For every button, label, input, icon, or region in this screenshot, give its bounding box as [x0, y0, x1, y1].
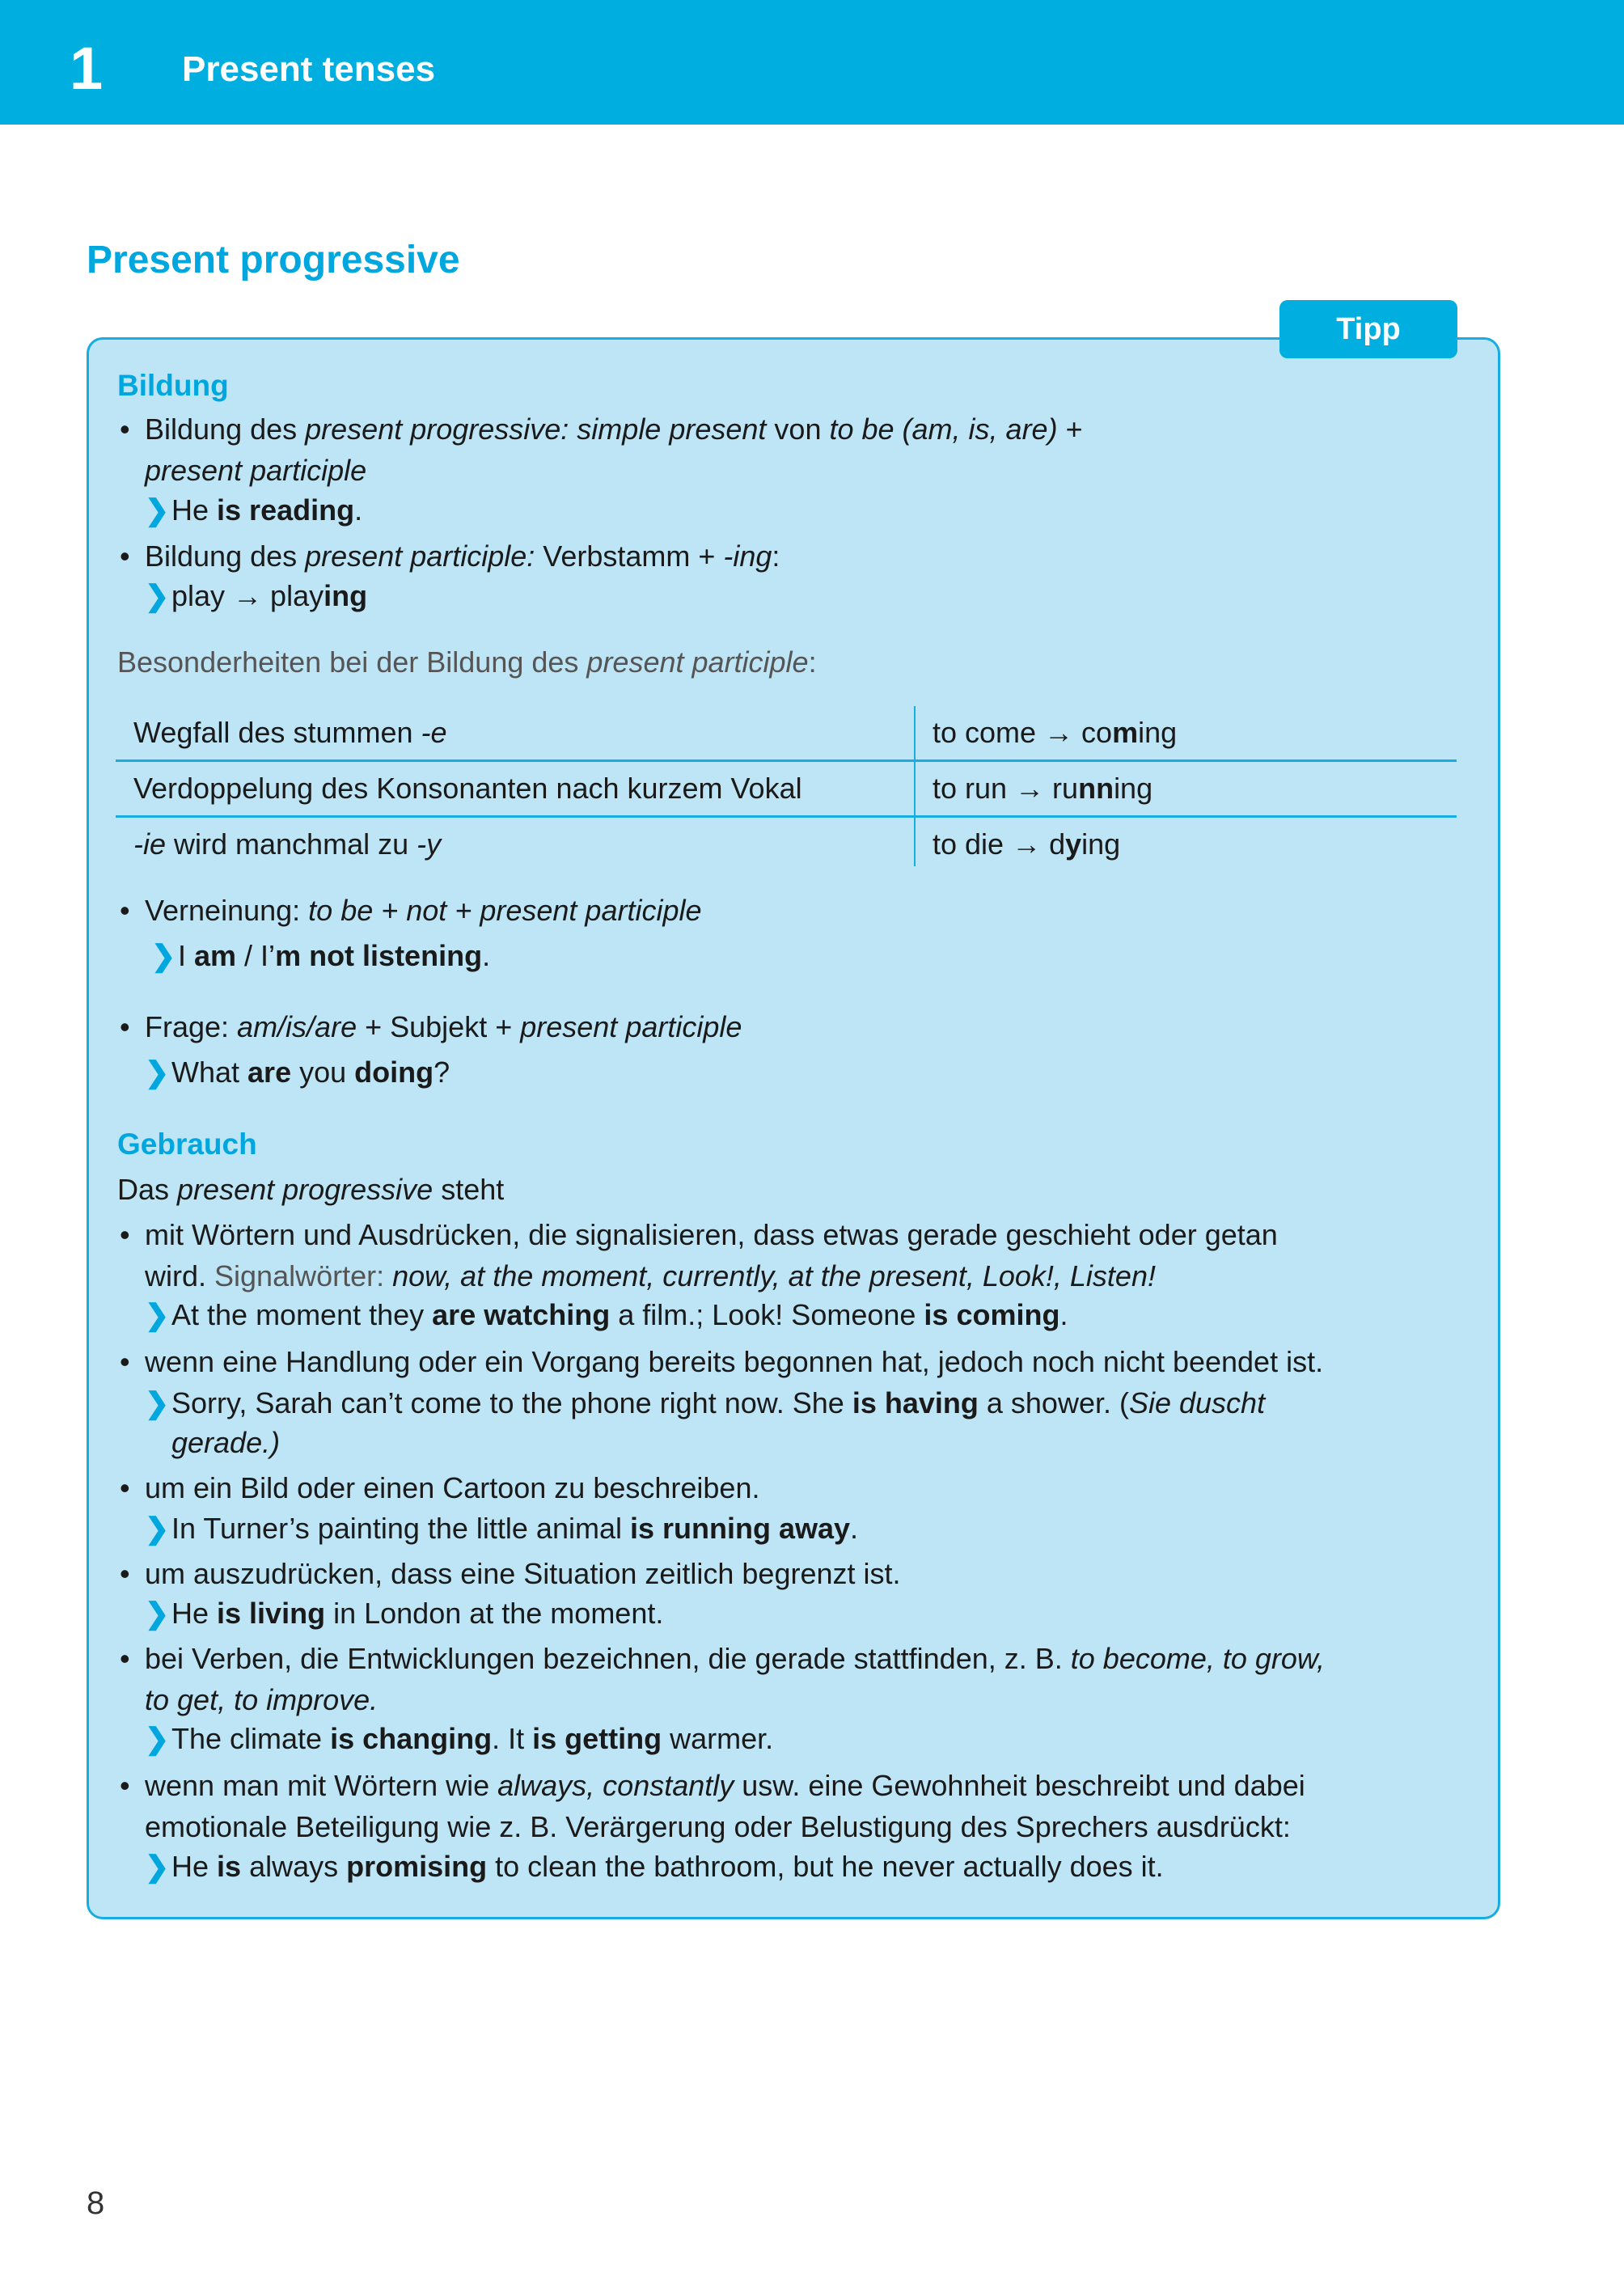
- example-line: [145, 1593, 664, 1634]
- text-segment: you: [291, 1056, 355, 1089]
- text-segment: Bildung: [117, 369, 229, 402]
- text-segment: Gebrauch: [117, 1127, 257, 1161]
- text-segment: wird manchmal zu: [166, 827, 417, 861]
- text-segment: is getting: [532, 1722, 662, 1755]
- example-line: [145, 1719, 774, 1759]
- bullet-icon: •: [120, 1218, 130, 1251]
- text-segment: -y: [417, 827, 442, 861]
- text-segment: steht: [433, 1173, 505, 1206]
- bullet-icon: •: [120, 1345, 130, 1378]
- text-segment: Frage:: [145, 1010, 238, 1043]
- text-segment: :: [808, 645, 817, 679]
- example-line: [171, 1423, 280, 1463]
- example-line: [145, 1508, 859, 1549]
- example-line: [151, 936, 491, 976]
- text-segment: is coming: [924, 1298, 1060, 1331]
- text-segment: am/is/are: [237, 1010, 357, 1043]
- text-segment: .: [850, 1512, 859, 1545]
- text-segment: doing: [354, 1056, 434, 1089]
- text-segment: m not listening: [275, 939, 483, 972]
- text-segment: -ie: [133, 827, 167, 861]
- rule-cell: [133, 713, 447, 753]
- example-chevron-icon: ❯: [145, 579, 170, 612]
- text-segment: I: [178, 939, 195, 972]
- table-row: [116, 706, 1457, 762]
- bullet-item: [120, 409, 1083, 450]
- text-segment: He: [171, 493, 218, 527]
- bullet-icon: •: [120, 1642, 130, 1675]
- text-segment: is living: [217, 1597, 326, 1630]
- text-segment: ?: [433, 1056, 450, 1089]
- text-segment: present progressive: simple present: [305, 412, 767, 446]
- text-segment: wenn man mit Wörtern wie: [145, 1769, 498, 1802]
- text-segment: a shower. (: [978, 1386, 1129, 1419]
- text-segment: warmer.: [662, 1722, 774, 1755]
- chapter-number: 1: [70, 35, 104, 102]
- text-segment: usw. eine Gewohnheit beschreibt und dabei: [734, 1769, 1305, 1802]
- text-line: [145, 1680, 378, 1720]
- subheading: [117, 1124, 257, 1165]
- text-segment: is running away: [629, 1512, 851, 1545]
- text-line: [117, 642, 817, 683]
- text-segment: to come → co: [933, 716, 1113, 749]
- text-segment: now, at the moment, currently, at the present, Look!, Listen!: [392, 1259, 1156, 1292]
- bullet-item: [120, 1639, 1325, 1679]
- bullet-icon: •: [120, 1471, 130, 1504]
- text-segment: .: [354, 493, 363, 527]
- example-chevron-icon: ❯: [145, 1597, 170, 1630]
- text-segment: m: [1112, 716, 1139, 749]
- section-title: Present progressive: [87, 239, 460, 281]
- text-segment: .: [482, 939, 491, 972]
- tipp-label: Tipp: [1279, 300, 1457, 358]
- chapter-header-band: [0, 0, 1624, 125]
- text-segment: .: [1059, 1298, 1068, 1331]
- text-segment: + Subjekt +: [357, 1010, 521, 1043]
- text-segment: um auszudrücken, dass eine Situation zeitlich begrenzt ist.: [145, 1557, 901, 1590]
- text-segment: -e: [421, 716, 447, 749]
- text-segment: to be (am, is, are): [829, 412, 1058, 446]
- text-segment: to clean the bathroom, but he never actually does it.: [487, 1850, 1164, 1883]
- bullet-item: [120, 1215, 1278, 1255]
- example-chevron-icon: ❯: [145, 1512, 170, 1545]
- text-segment: promising: [346, 1850, 488, 1883]
- example-line: [145, 1052, 450, 1093]
- table-row: [116, 762, 1457, 818]
- text-segment: in London at the moment.: [325, 1597, 664, 1630]
- text-segment: is having: [852, 1386, 979, 1419]
- text-segment: :: [772, 539, 780, 573]
- text-segment: present participle: [586, 645, 809, 679]
- example-cell: [933, 768, 1152, 809]
- text-segment: gerade.): [171, 1426, 281, 1459]
- text-segment: Sorry, Sarah can’t come to the phone right now. She: [171, 1386, 852, 1419]
- text-segment: / I’: [236, 939, 276, 972]
- bullet-icon: •: [120, 1010, 130, 1043]
- text-line: [117, 1170, 504, 1210]
- example-line: [145, 1383, 1266, 1424]
- text-segment: present participle:: [305, 539, 535, 573]
- text-segment: play → play: [171, 579, 324, 612]
- bullet-icon: •: [120, 894, 130, 927]
- spelling-rules-table: [116, 706, 1457, 871]
- text-segment: nn: [1078, 772, 1114, 805]
- text-segment: a film.; Look! Someone: [610, 1298, 924, 1331]
- bullet-item: [120, 1468, 760, 1508]
- example-chevron-icon: ❯: [145, 1056, 170, 1089]
- subheading: [117, 366, 229, 406]
- text-segment: um ein Bild oder einen Cartoon zu beschreiben.: [145, 1471, 760, 1504]
- bullet-item: [120, 536, 780, 577]
- table-row: [116, 818, 1457, 871]
- text-segment: is reading: [217, 493, 355, 527]
- example-chevron-icon: ❯: [145, 1722, 170, 1755]
- text-segment: ing: [1114, 772, 1153, 805]
- text-line: [145, 1256, 1156, 1297]
- bullet-icon: •: [120, 539, 130, 573]
- example-chevron-icon: ❯: [145, 1386, 170, 1419]
- text-segment: Bildung des: [145, 412, 306, 446]
- bullet-item: [120, 1554, 901, 1594]
- text-segment: bei Verben, die Entwicklungen bezeichnen, die gerade stattfinden, z. B.: [145, 1642, 1071, 1675]
- text-segment: He: [171, 1850, 218, 1883]
- bullet-icon: •: [120, 1557, 130, 1590]
- example-chevron-icon: ❯: [145, 1850, 170, 1883]
- bullet-icon: •: [120, 1769, 130, 1802]
- text-segment: are watching: [432, 1298, 611, 1331]
- example-line: [145, 576, 368, 616]
- example-chevron-icon: ❯: [145, 1298, 170, 1331]
- text-segment: always: [241, 1850, 347, 1883]
- bullet-icon: •: [120, 412, 130, 446]
- text-segment: Verbstamm +: [535, 539, 724, 573]
- text-segment: . It: [492, 1722, 533, 1755]
- example-chevron-icon: ❯: [145, 493, 170, 527]
- example-line: [145, 1847, 1164, 1887]
- text-segment: Bildung des: [145, 539, 306, 573]
- text-segment: Besonderheiten bei der Bildung des: [117, 645, 587, 679]
- text-segment: Wegfall des stummen: [133, 716, 421, 749]
- text-segment: In Turner’s painting the little animal: [171, 1512, 630, 1545]
- text-segment: Signalwörter:: [214, 1259, 393, 1292]
- text-segment: is changing: [330, 1722, 493, 1755]
- text-segment: ing: [324, 579, 368, 612]
- text-segment: Verneinung:: [145, 894, 309, 927]
- text-segment: to become, to grow,: [1070, 1642, 1325, 1675]
- example-line: [145, 490, 363, 531]
- text-segment: to run → ru: [933, 772, 1079, 805]
- text-segment: wenn eine Handlung oder ein Vorgang bereits begonnen hat, jedoch noch nicht beendet ist.: [145, 1345, 1324, 1378]
- example-line: [145, 1295, 1068, 1335]
- text-segment: ing: [1081, 827, 1121, 861]
- bullet-item: [120, 1007, 742, 1047]
- example-cell: [933, 824, 1120, 865]
- text-segment: is: [217, 1850, 242, 1883]
- text-segment: am: [194, 939, 237, 972]
- text-segment: ing: [1138, 716, 1178, 749]
- text-segment: to be + not + present participle: [308, 894, 702, 927]
- text-segment: +: [1057, 412, 1083, 446]
- text-segment: emotionale Beteiligung wie z. B. Verärgerung oder Belustigung des Sprechers ausdrückt:: [145, 1810, 1291, 1843]
- rule-cell: [133, 768, 802, 809]
- text-segment: Sie duscht: [1128, 1386, 1266, 1419]
- bullet-item: [120, 1342, 1324, 1382]
- text-segment: mit Wörtern und Ausdrücken, die signalisieren, dass etwas gerade geschieht oder getan: [145, 1218, 1278, 1251]
- example-chevron-icon: ❯: [151, 939, 176, 972]
- text-segment: present participle: [520, 1010, 742, 1043]
- text-line: [145, 451, 366, 491]
- text-segment: -ing: [723, 539, 772, 573]
- text-segment: wird.: [145, 1259, 215, 1292]
- text-segment: always, constantly: [497, 1769, 734, 1802]
- text-segment: to get, to improve.: [145, 1683, 379, 1716]
- text-segment: He: [171, 1597, 218, 1630]
- text-line: [145, 1807, 1291, 1847]
- text-segment: Das: [117, 1173, 178, 1206]
- bullet-item: [120, 891, 702, 931]
- page-number: 8: [87, 2185, 105, 2221]
- text-segment: present participle: [145, 454, 367, 487]
- text-segment: y: [1065, 827, 1082, 861]
- text-segment: At the moment they: [171, 1298, 433, 1331]
- text-segment: The climate: [171, 1722, 331, 1755]
- bullet-item: [120, 1766, 1305, 1806]
- text-segment: to die → d: [933, 827, 1066, 861]
- chapter-title: Present tenses: [182, 49, 436, 89]
- text-segment: Verdoppelung des Konsonanten nach kurzem Vokal: [133, 772, 802, 805]
- example-cell: [933, 713, 1177, 753]
- text-segment: von: [766, 412, 830, 446]
- text-segment: What: [171, 1056, 248, 1089]
- rule-cell: [133, 824, 441, 865]
- text-segment: present progressive: [177, 1173, 433, 1206]
- text-segment: are: [247, 1056, 292, 1089]
